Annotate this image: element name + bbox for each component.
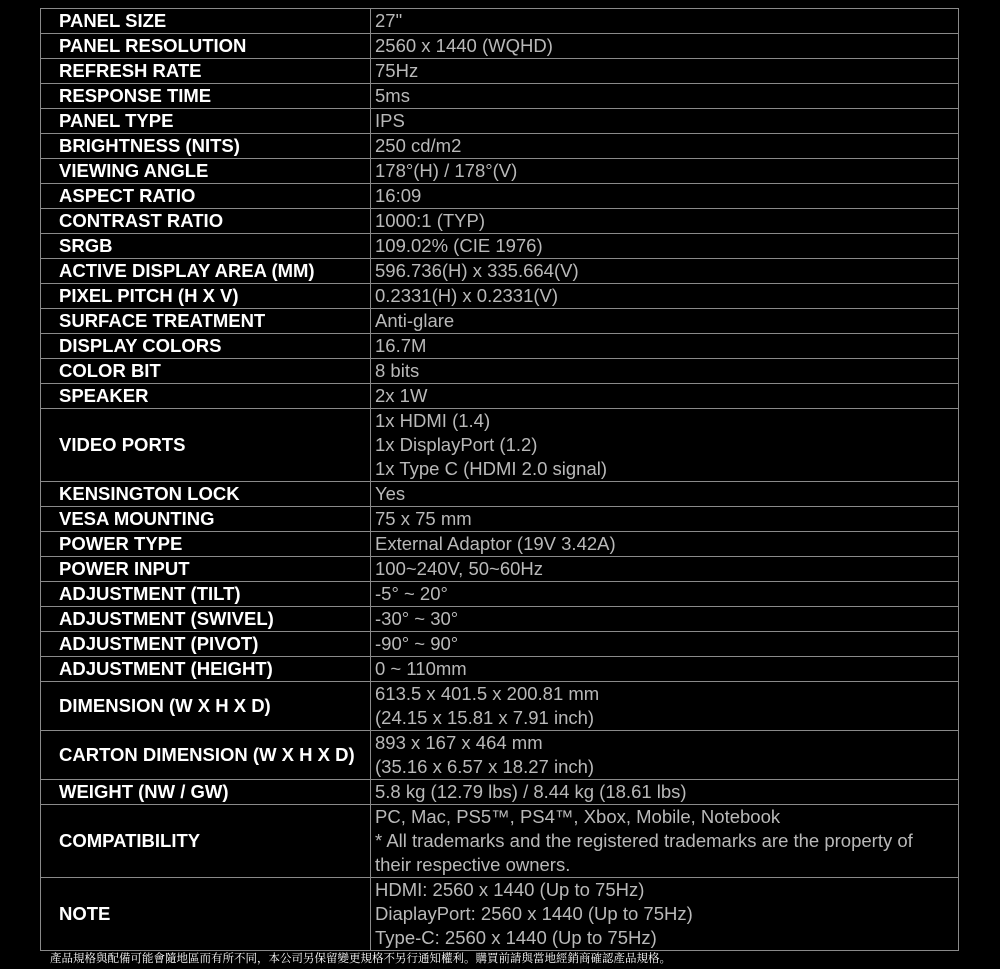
spec-row <box>41 409 959 482</box>
spec-label: CONTRAST RATIO <box>41 209 371 234</box>
spec-row <box>41 234 959 259</box>
spec-value-line: 596.736(H) x 335.664(V) <box>375 260 579 281</box>
spec-value-line: Type-C: 2560 x 1440 (Up to 75Hz) <box>375 927 657 948</box>
spec-row <box>41 34 959 59</box>
spec-value-line: Anti-glare <box>375 310 455 331</box>
spec-row <box>41 607 959 632</box>
spec-label: VIDEO PORTS <box>41 409 371 482</box>
spec-row <box>41 805 959 878</box>
spec-label: ASPECT RATIO <box>41 184 371 209</box>
spec-value <box>371 657 959 682</box>
spec-value-line: -5° ~ 20° <box>375 583 448 604</box>
spec-value <box>371 780 959 805</box>
spec-label: ACTIVE DISPLAY AREA (MM) <box>41 259 371 284</box>
spec-value-line: 8 bits <box>375 360 420 381</box>
spec-label: ADJUSTMENT (PIVOT) <box>41 632 371 657</box>
spec-value <box>371 234 959 259</box>
spec-value-line: 2560 x 1440 (WQHD) <box>375 35 553 56</box>
spec-label: BRIGHTNESS (NITS) <box>41 134 371 159</box>
spec-label: SPEAKER <box>41 384 371 409</box>
spec-row <box>41 334 959 359</box>
spec-value-line: 178°(H) / 178°(V) <box>375 160 518 181</box>
spec-value <box>371 682 959 731</box>
spec-value-line: DiaplayPort: 2560 x 1440 (Up to 75Hz) <box>375 903 693 924</box>
spec-value-line: 5ms <box>375 85 410 106</box>
spec-value <box>371 607 959 632</box>
spec-value-line: 1x DisplayPort (1.2) <box>375 434 538 455</box>
spec-value-line: their respective owners. <box>375 854 571 875</box>
spec-label: RESPONSE TIME <box>41 84 371 109</box>
spec-label: POWER TYPE <box>41 532 371 557</box>
spec-label: PANEL RESOLUTION <box>41 34 371 59</box>
spec-row <box>41 731 959 780</box>
spec-value <box>371 731 959 780</box>
spec-value-line: PC, Mac, PS5™, PS4™, Xbox, Mobile, Notebook <box>375 806 781 827</box>
spec-value-line: -90° ~ 90° <box>375 633 459 654</box>
spec-table <box>40 8 959 951</box>
spec-value <box>371 632 959 657</box>
spec-value-line: -30° ~ 30° <box>375 608 459 629</box>
spec-value <box>371 532 959 557</box>
spec-label: PANEL SIZE <box>41 9 371 34</box>
spec-value-line: 2x 1W <box>375 385 428 406</box>
spec-label: REFRESH RATE <box>41 59 371 84</box>
spec-row <box>41 259 959 284</box>
spec-value <box>371 359 959 384</box>
spec-value <box>371 134 959 159</box>
footnote-disclaimer: 產品規格與配備可能會隨地區而有所不同，本公司另保留變更規格不另行通知權利。購買前請與當地經銷商確認產品規格。 <box>50 953 671 965</box>
spec-row <box>41 84 959 109</box>
spec-value <box>371 507 959 532</box>
spec-value <box>371 59 959 84</box>
spec-value-line: * All trademarks and the registered trademarks are the property of <box>375 830 913 851</box>
spec-row <box>41 359 959 384</box>
spec-value <box>371 159 959 184</box>
spec-row <box>41 184 959 209</box>
spec-value <box>371 209 959 234</box>
spec-label: ADJUSTMENT (SWIVEL) <box>41 607 371 632</box>
spec-label: SRGB <box>41 234 371 259</box>
spec-value <box>371 557 959 582</box>
spec-value <box>371 9 959 34</box>
spec-label: WEIGHT (NW / GW) <box>41 780 371 805</box>
spec-row <box>41 134 959 159</box>
spec-value <box>371 384 959 409</box>
spec-label: ADJUSTMENT (HEIGHT) <box>41 657 371 682</box>
spec-row <box>41 309 959 334</box>
spec-row <box>41 9 959 34</box>
spec-label: ADJUSTMENT (TILT) <box>41 582 371 607</box>
spec-table-body <box>41 9 959 951</box>
spec-label: POWER INPUT <box>41 557 371 582</box>
spec-row <box>41 682 959 731</box>
spec-label: SURFACE TREATMENT <box>41 309 371 334</box>
spec-label: VESA MOUNTING <box>41 507 371 532</box>
spec-value-line: External Adaptor (19V 3.42A) <box>375 533 616 554</box>
spec-label: DIMENSION (W X H X D) <box>41 682 371 731</box>
spec-row <box>41 159 959 184</box>
spec-value-line: 75Hz <box>375 60 419 81</box>
spec-row <box>41 284 959 309</box>
spec-value-line: 0 ~ 110mm <box>375 658 467 679</box>
spec-row <box>41 557 959 582</box>
spec-row <box>41 532 959 557</box>
spec-value <box>371 582 959 607</box>
spec-row <box>41 109 959 134</box>
spec-row <box>41 59 959 84</box>
spec-value <box>371 109 959 134</box>
spec-value <box>371 84 959 109</box>
spec-row <box>41 657 959 682</box>
spec-value-line: 100~240V, 50~60Hz <box>375 558 544 579</box>
spec-value-line: 0.2331(H) x 0.2331(V) <box>375 285 559 306</box>
spec-value-line: 16.7M <box>375 335 427 356</box>
spec-value-line: 75 x 75 mm <box>375 508 472 529</box>
spec-value <box>371 259 959 284</box>
spec-value <box>371 878 959 951</box>
spec-label: COLOR BIT <box>41 359 371 384</box>
spec-value-line: 613.5 x 401.5 x 200.81 mm <box>375 683 600 704</box>
spec-value-line: 27" <box>375 10 403 31</box>
spec-row <box>41 632 959 657</box>
spec-value <box>371 805 959 878</box>
spec-value-line: HDMI: 2560 x 1440 (Up to 75Hz) <box>375 879 645 900</box>
spec-value-line: 16:09 <box>375 185 422 206</box>
spec-label: KENSINGTON LOCK <box>41 482 371 507</box>
spec-row <box>41 582 959 607</box>
spec-value <box>371 409 959 482</box>
spec-value-line: 5.8 kg (12.79 lbs) / 8.44 kg (18.61 lbs) <box>375 781 687 802</box>
spec-value-line: (24.15 x 15.81 x 7.91 inch) <box>375 707 595 728</box>
spec-value-line: IPS <box>375 110 405 131</box>
spec-label: CARTON DIMENSION (W X H X D) <box>41 731 371 780</box>
spec-label: VIEWING ANGLE <box>41 159 371 184</box>
spec-value-line: 109.02% (CIE 1976) <box>375 235 543 256</box>
spec-row <box>41 878 959 951</box>
spec-value <box>371 184 959 209</box>
spec-row <box>41 507 959 532</box>
spec-value-line: 250 cd/m2 <box>375 135 462 156</box>
spec-row <box>41 482 959 507</box>
spec-value <box>371 284 959 309</box>
spec-label: DISPLAY COLORS <box>41 334 371 359</box>
spec-value-line: Yes <box>375 483 406 504</box>
spec-value-line: 1000:1 (TYP) <box>375 210 486 231</box>
spec-value-line: 893 x 167 x 464 mm <box>375 732 543 753</box>
spec-row <box>41 384 959 409</box>
spec-value <box>371 309 959 334</box>
spec-value-line: 1x Type C (HDMI 2.0 signal) <box>375 458 608 479</box>
spec-row <box>41 209 959 234</box>
spec-value-line: (35.16 x 6.57 x 18.27 inch) <box>375 756 595 777</box>
spec-row <box>41 780 959 805</box>
spec-value <box>371 34 959 59</box>
spec-value <box>371 482 959 507</box>
spec-label: PANEL TYPE <box>41 109 371 134</box>
spec-label: COMPATIBILITY <box>41 805 371 878</box>
spec-value <box>371 334 959 359</box>
spec-value-line: 1x HDMI (1.4) <box>375 410 491 431</box>
spec-label: NOTE <box>41 878 371 951</box>
spec-label: PIXEL PITCH (H X V) <box>41 284 371 309</box>
